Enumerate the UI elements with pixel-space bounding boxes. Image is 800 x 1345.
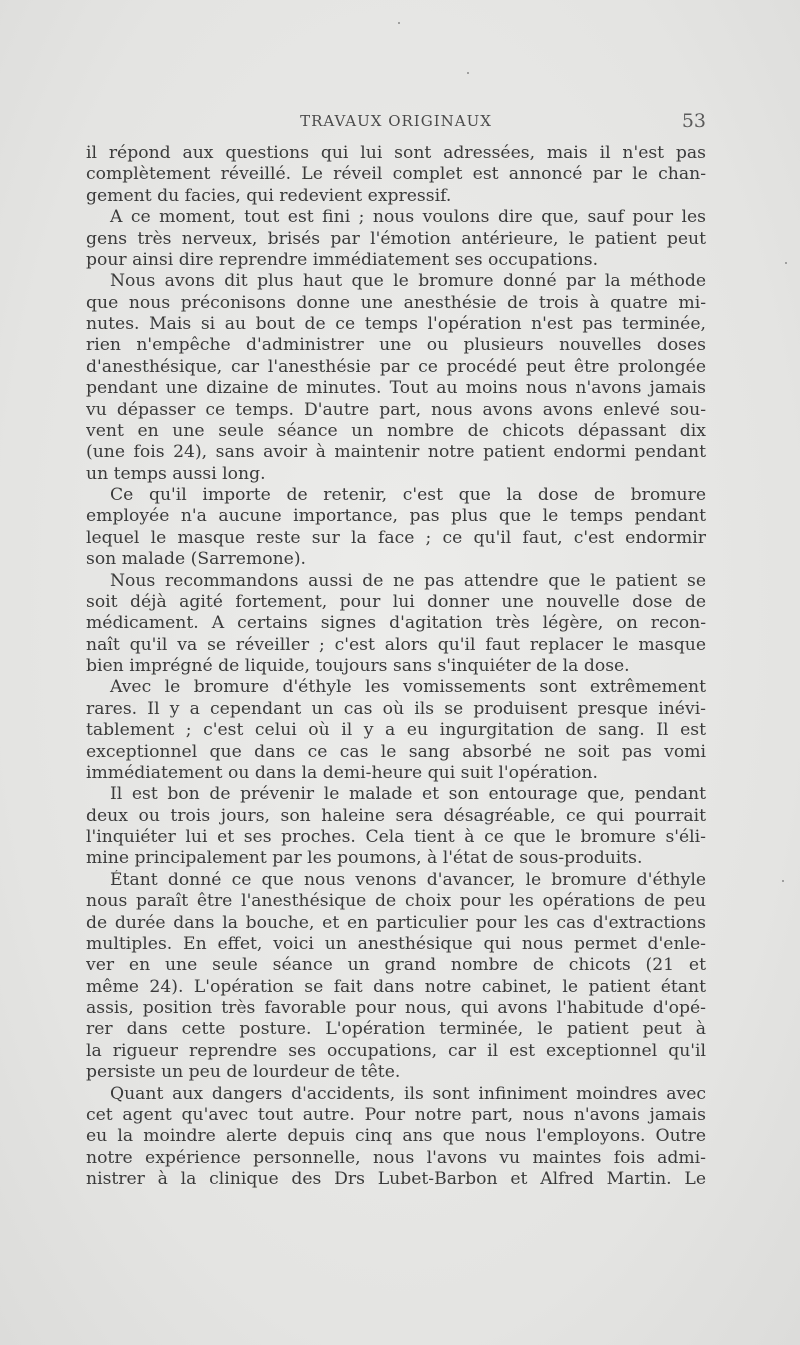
text-line: assis, position très favorable pour nous, qui avons l'habitude d'opé- — [86, 998, 706, 1018]
text-line: lequel le masque reste sur la face ; ce qu'il faut, c'est endormir — [86, 527, 706, 548]
text-line: Il est bon de prévenir le malade et son entourage que, pendant — [110, 784, 706, 805]
text-line: rer dans cette posture. L'opération terminée, le patient peut à — [86, 1019, 706, 1040]
text-line: d'anesthésique, car l'anesthésie par ce procédé peut être prolongée — [86, 356, 706, 377]
text-line: il répond aux questions qui lui sont adressées, mais il n'est pas — [86, 143, 706, 163]
page-number: 53 — [681, 110, 706, 132]
text-line: vent en une seule séance un nombre de chicots dépassant dix — [86, 420, 706, 441]
text-line: Nous avons dit plus haut que le bromure donné par la méthode — [110, 271, 706, 292]
text-line: immédiatement ou dans la demi-heure qui suit l'opération. — [86, 762, 598, 783]
text-line: nous paraît être l'anesthésique de choix pour les opérations de peu — [86, 891, 706, 912]
text-line: rares. Il y a cependant un cas où ils se produisent presque inévi- — [86, 698, 706, 719]
text-line: bien imprégné de liquide, toujours sans s'inquiéter de la dose. — [86, 656, 630, 676]
paper-speck — [398, 22, 400, 24]
text-line: Quant aux dangers d'accidents, ils sont infiniment moindres avec — [110, 1083, 706, 1104]
text-line: gens très nerveux, brisés par l'émotion antérieure, le patient peut — [86, 228, 706, 249]
body-text — [86, 143, 706, 1190]
text-line: ver en une seule séance un grand nombre de chicots (21 et — [86, 955, 706, 976]
text-line: soit déjà agité fortement, pour lui donner une nouvelle dose de — [86, 591, 706, 612]
running-head — [86, 112, 706, 136]
text-line: persiste un peu de lourdeur de tête. — [86, 1062, 401, 1083]
text-line: gement du facies, qui redevient expressif. — [86, 185, 452, 206]
text-line: cet agent qu'avec tout autre. Pour notre part, nous n'avons jamais — [86, 1104, 706, 1125]
text-line: exceptionnel que dans ce cas le sang absorbé ne soit pas vomi — [86, 741, 706, 762]
text-line: de durée dans la bouche, et en particulier pour les cas d'extractions — [86, 912, 706, 933]
text-line: Nous recommandons aussi de ne pas attendre que le patient se — [110, 570, 706, 591]
text-line: Ce qu'il importe de retenir, c'est que la dose de bromure — [110, 485, 706, 505]
text-line: Avec le bromure d'éthyle les vomissements sont extrêmement — [110, 677, 706, 698]
text-line: tablement ; c'est celui où il y a eu ingurgitation de sang. Il est — [86, 720, 706, 741]
text-line: multiples. En effet, voici un anesthésique qui nous permet d'enle- — [86, 933, 706, 954]
text-line: employée n'a aucune importance, pas plus que le temps pendant — [86, 506, 706, 527]
text-line: l'inquiéter lui et ses proches. Cela tient à ce que le bromure s'éli- — [86, 827, 706, 847]
text-line: mine principalement par les poumons, à l'état de sous-produits. — [86, 848, 643, 869]
text-line: rien n'empêche d'administrer une ou plusieurs nouvelles doses — [86, 335, 706, 356]
text-line: nutes. Mais si au bout de ce temps l'opération n'est pas terminée, — [86, 314, 706, 334]
text-line: deux ou trois jours, son haleine sera désagréable, ce qui pourrait — [86, 805, 706, 826]
text-line: médicament. A certains signes d'agitation très légère, on recon- — [86, 613, 706, 634]
text-line: vu dépasser ce temps. D'autre part, nous avons avons enlevé sou- — [86, 399, 706, 420]
text-line: son malade (Sarremone). — [86, 549, 307, 570]
paper-speck — [467, 72, 469, 74]
text-line: Étant donné ce que nous venons d'avancer, le bromure d'éthyle — [110, 869, 706, 890]
text-line: notre expérience personnelle, nous l'avons vu maintes fois admi- — [86, 1147, 706, 1168]
text-line: pour ainsi dire reprendre immédiatement ses occupations. — [86, 249, 599, 270]
text-line: naît qu'il va se réveiller ; c'est alors qu'il faut replacer le masque — [86, 634, 706, 655]
text-line: (une fois 24), sans avoir à maintenir notre patient endormi pendant — [86, 442, 706, 463]
text-line: un temps aussi long. — [86, 463, 266, 484]
text-line: eu la moindre alerte depuis cinq ans que nous l'employons. Outre — [86, 1126, 706, 1147]
text-line: A ce moment, tout est fini ; nous voulons dire que, sauf pour les — [110, 207, 706, 228]
text-line: pendant une dizaine de minutes. Tout au moins nous n'avons jamais — [86, 378, 706, 399]
text-line: la rigueur reprendre ses occupations, car il est exceptionnel qu'il — [86, 1040, 706, 1061]
text-line: complètement réveillé. Le réveil complet est annoncé par le chan- — [86, 164, 706, 185]
text-line: que nous préconisons donne une anesthésie de trois à quatre mi- — [86, 292, 706, 313]
text-line: nistrer à la clinique des Drs Lubet-Barbon et Alfred Martin. Le — [86, 1169, 706, 1189]
running-title: TRAVAUX ORIGINAUX — [300, 112, 492, 130]
paper-speck — [785, 262, 787, 264]
paper-speck — [782, 880, 784, 882]
text-line: même 24). L'opération se fait dans notre cabinet, le patient étant — [86, 976, 706, 997]
